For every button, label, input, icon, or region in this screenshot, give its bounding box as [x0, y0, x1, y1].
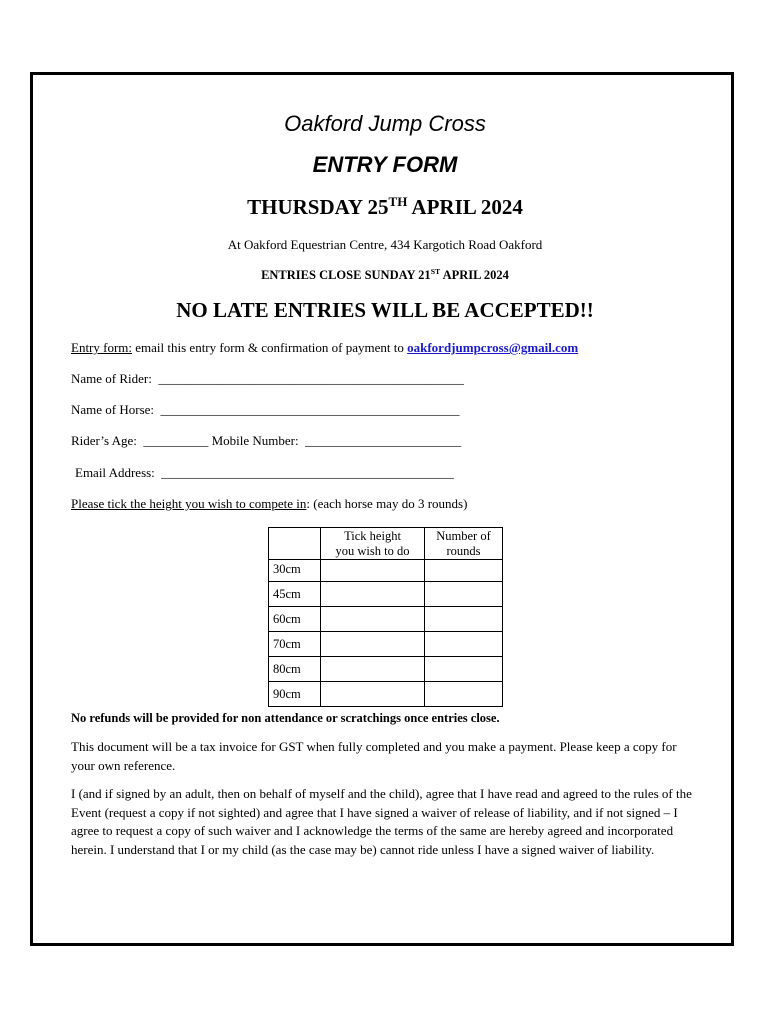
- entries-close-suffix: ST: [430, 266, 441, 276]
- table-row: [269, 632, 503, 657]
- height-label: 70cm: [269, 632, 321, 657]
- entries-close-day: ENTRIES CLOSE SUNDAY 21: [261, 268, 431, 282]
- rider-name-field[interactable]: [71, 371, 464, 387]
- table-row: [269, 657, 503, 682]
- height-label: 60cm: [269, 607, 321, 632]
- height-label: 90cm: [269, 682, 321, 707]
- tick-height-header: [321, 528, 425, 560]
- rounds-cell[interactable]: [425, 607, 503, 632]
- tick-height-cell[interactable]: [321, 582, 425, 607]
- rider-name-blank[interactable]: _______________________________________________: [158, 371, 464, 386]
- no-late-entries-notice: NO LATE ENTRIES WILL BE ACCEPTED!!: [176, 298, 594, 322]
- rounds-cell[interactable]: [425, 682, 503, 707]
- event-date-month: APRIL 2024: [407, 195, 523, 219]
- rounds-cell[interactable]: [425, 560, 503, 582]
- rider-age-blank[interactable]: __________: [143, 433, 209, 448]
- refunds-notice: No refunds will be provided for non attendance or scratchings once entries close.: [71, 711, 500, 725]
- height-note: : (each horse may do 3 rounds): [306, 496, 468, 511]
- table-row: [269, 560, 503, 582]
- rounds-cell[interactable]: [425, 657, 503, 682]
- tick-height-header-line1: Tick height: [344, 528, 401, 543]
- rounds-cell[interactable]: [425, 582, 503, 607]
- entry-form-label: Entry form:: [71, 340, 133, 355]
- email-address-blank[interactable]: _____________________________________________: [161, 465, 454, 480]
- rounds-header-line2: rounds: [446, 543, 481, 558]
- event-date-suffix: TH: [388, 194, 408, 209]
- table-row: [269, 682, 503, 707]
- rider-age-label: Rider’s Age:: [71, 433, 137, 448]
- horse-name-label: Name of Horse:: [71, 402, 155, 417]
- height-instructions: [71, 496, 467, 512]
- venue-text: At Oakford Equestrian Centre, 434 Kargotich Road Oakford: [227, 237, 543, 252]
- tick-height-cell[interactable]: [321, 607, 425, 632]
- email-link[interactable]: oakfordjumpcross@gmail.com: [407, 340, 579, 355]
- height-label: 80cm: [269, 657, 321, 682]
- horse-name-blank[interactable]: ______________________________________________: [160, 402, 460, 417]
- entry-instructions: [71, 340, 578, 356]
- rider-name-label: Name of Rider:: [71, 371, 152, 386]
- tick-height-cell[interactable]: [321, 560, 425, 582]
- email-address-field[interactable]: [75, 465, 454, 481]
- event-date: [0, 195, 770, 220]
- tick-height-cell[interactable]: [321, 682, 425, 707]
- entries-close-month: APRIL 2024: [440, 268, 509, 282]
- height-label: 45cm: [269, 582, 321, 607]
- age-mobile-row: [71, 433, 461, 449]
- height-table: [268, 527, 503, 707]
- height-header-blank: [269, 528, 321, 560]
- tax-invoice-text: This document will be a tax invoice for GST when fully completed and you make a payment. Please keep a copy for your own reference.: [71, 739, 677, 773]
- table-row: [269, 582, 503, 607]
- rounds-header-line1: Number of: [436, 528, 491, 543]
- table-row: [269, 607, 503, 632]
- rounds-cell[interactable]: [425, 632, 503, 657]
- email-address-label: Email Address:: [75, 465, 155, 480]
- tick-height-cell[interactable]: [321, 657, 425, 682]
- rounds-header: [425, 528, 503, 560]
- event-date-day: THURSDAY 25: [247, 195, 389, 219]
- horse-name-field[interactable]: [71, 402, 460, 418]
- height-prompt: Please tick the height you wish to compete in: [71, 496, 307, 511]
- height-label: 30cm: [269, 560, 321, 582]
- form-title: ENTRY FORM: [312, 152, 458, 177]
- tick-height-header-line2: you wish to do: [335, 543, 410, 558]
- entries-close: [0, 268, 770, 283]
- mobile-number-label: Mobile Number:: [211, 433, 299, 448]
- entry-instructions-text: email this entry form & confirmation of payment to: [132, 340, 408, 355]
- agreement-text: I (and if signed by an adult, then on behalf of myself and the child), agree that I have read and agreed to the rules of the Event (request a copy if not sighted) and agree that I have signed a waiver of release of liability, and if not signed – I agree to request a copy of such waiver and I acknowledge the terms of the same are hereby agreed and incorporated herein. I understand that I or my child (as the case may be) cannot ride unless I have a signed waiver of liability.: [71, 786, 692, 857]
- mobile-number-blank[interactable]: ________________________: [305, 433, 462, 448]
- height-table-header: [269, 528, 503, 560]
- organization-name: Oakford Jump Cross: [284, 111, 486, 136]
- tick-height-cell[interactable]: [321, 632, 425, 657]
